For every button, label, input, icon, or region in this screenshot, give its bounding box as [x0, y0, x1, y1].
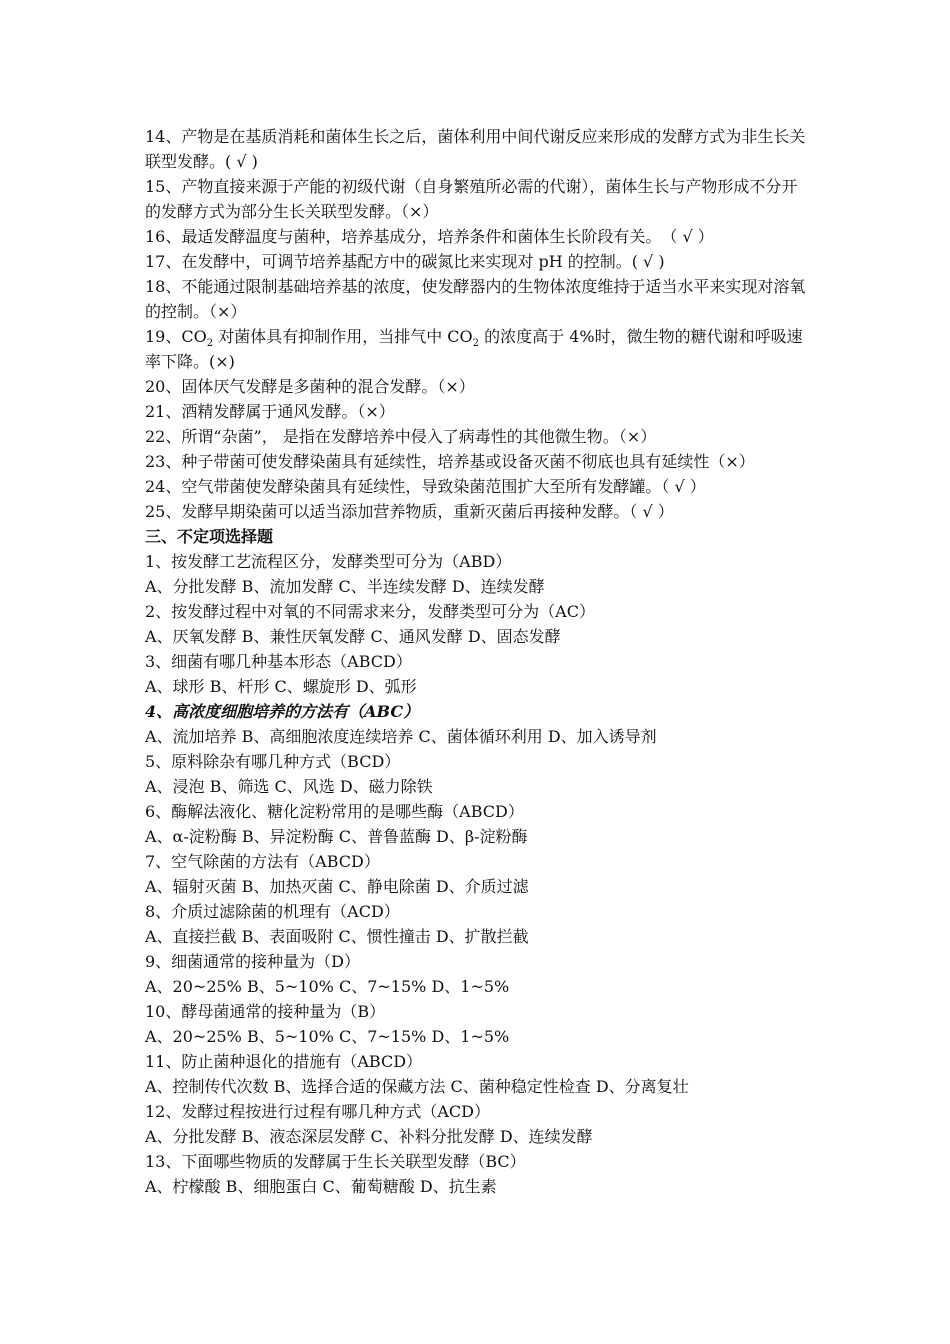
choice-options: A、厌氧发酵 B、兼性厌氧发酵 C、通风发酵 D、固态发酵 [145, 627, 561, 646]
judgment-20: 20、固体厌气发酵是多菌种的混合发酵。（×） [145, 377, 475, 396]
q19-part3: 的浓度高于 4%时，微生物的糖代谢和呼吸速率下降。(×) [145, 327, 803, 371]
choice-question: 13、下面哪些物质的发酵属于生长关联型发酵（BC） [145, 1152, 526, 1171]
q19-part2: 对菌体具有抑制作用，当排气中 CO [213, 327, 473, 346]
judgment-21: 21、酒精发酵属于通风发酵。（×） [145, 402, 395, 421]
q19-sub1: 2 [206, 338, 214, 350]
choice-question: 5、原料除杂有哪几种方式（BCD） [145, 752, 401, 771]
choice-options: A、直接拦截 B、表面吸附 C、惯性撞击 D、扩散拦截 [145, 927, 529, 946]
choice-question: 1、按发酵工艺流程区分，发酵类型可分为（ABD） [145, 552, 512, 571]
choice-question: 8、介质过滤除菌的机理有（ACD） [145, 902, 400, 921]
document-page [145, 124, 810, 1199]
judgment-19 [145, 324, 810, 374]
judgment-14: 14、产物是在基质消耗和菌体生长之后，菌体利用中间代谢反应来形成的发酵方式为非生长关联型发酵。( √ ) [145, 127, 806, 171]
choice-options: A、分批发酵 B、液态深层发酵 C、补料分批发酵 D、连续发酵 [145, 1127, 593, 1146]
choice-options: A、20~25% B、5~10% C、7~15% D、1~5% [145, 977, 510, 996]
judgment-17: 17、在发酵中，可调节培养基配方中的碳氮比来实现对 pH 的控制。( √ ) [145, 252, 665, 271]
judgment-15: 15、产物直接来源于产能的初级代谢（自身繁殖所必需的代谢），菌体生长与产物形成不分开的发酵方式为部分生长关联型发酵。（×） [145, 177, 798, 221]
choice-question: 11、防止菌种退化的措施有（ABCD） [145, 1052, 423, 1071]
judgment-25: 25、发酵早期染菌可以适当添加营养物质，重新灭菌后再接种发酵。（ √ ） [145, 502, 674, 521]
section-title: 三、不定项选择题 [145, 527, 274, 546]
q19-sub2: 2 [472, 338, 480, 350]
judgment-22: 22、所谓“杂菌”， 是指在发酵培养中侵入了病毒性的其他微生物。（×） [145, 427, 657, 446]
choice-options: A、控制传代次数 B、选择合适的保藏方法 C、菌种稳定性检查 D、分离复壮 [145, 1077, 689, 1096]
choice-question: 7、空气除菌的方法有（ABCD） [145, 852, 380, 871]
choice-options: A、α-淀粉酶 B、异淀粉酶 C、普鲁蓝酶 D、β-淀粉酶 [145, 827, 528, 846]
choice-question: 6、酶解法液化、糖化淀粉常用的是哪些酶（ABCD） [145, 802, 524, 821]
judgment-23: 23、种子带菌可使发酵染菌具有延续性，培养基或设备灭菌不彻底也具有延续性（×） [145, 452, 755, 471]
choice-options: A、分批发酵 B、流加发酵 C、半连续发酵 D、连续发酵 [145, 577, 545, 596]
choice-question: 12、发酵过程按进行过程有哪几种方式（ACD） [145, 1102, 490, 1121]
choice-options: A、柠檬酸 B、细胞蛋白 C、葡萄糖酸 D、抗生素 [145, 1177, 497, 1196]
judgment-18: 18、不能通过限制基础培养基的浓度，使发酵器内的生物体浓度维持于适当水平来实现对溶氧的控制。（×） [145, 277, 806, 321]
q19-part1: 19、CO [145, 327, 207, 346]
choice-question: 4、高浓度细胞培养的方法有（ABC） [145, 702, 420, 721]
judgment-24: 24、空气带菌使发酵染菌具有延续性，导致染菌范围扩大至所有发酵罐。（ √ ） [145, 477, 706, 496]
choice-question: 10、酵母菌通常的接种量为（B） [145, 1002, 386, 1021]
choice-options: A、流加培养 B、高细胞浓度连续培养 C、菌体循环利用 D、加入诱导剂 [145, 727, 657, 746]
choice-question: 9、细菌通常的接种量为（D） [145, 952, 361, 971]
choice-question: 3、细菌有哪几种基本形态（ABCD） [145, 652, 412, 671]
choice-options: A、20~25% B、5~10% C、7~15% D、1~5% [145, 1027, 510, 1046]
choice-question: 2、按发酵过程中对氧的不同需求来分，发酵类型可分为（AC） [145, 602, 595, 621]
choice-options: A、辐射灭菌 B、加热灭菌 C、静电除菌 D、介质过滤 [145, 877, 529, 896]
choice-options: A、球形 B、杆形 C、螺旋形 D、弧形 [145, 677, 417, 696]
choice-options: A、浸泡 B、筛选 C、风选 D、磁力除铁 [145, 777, 433, 796]
judgment-16: 16、最适发酵温度与菌种，培养基成分，培养条件和菌体生长阶段有关。 （ √ ） [145, 227, 714, 246]
